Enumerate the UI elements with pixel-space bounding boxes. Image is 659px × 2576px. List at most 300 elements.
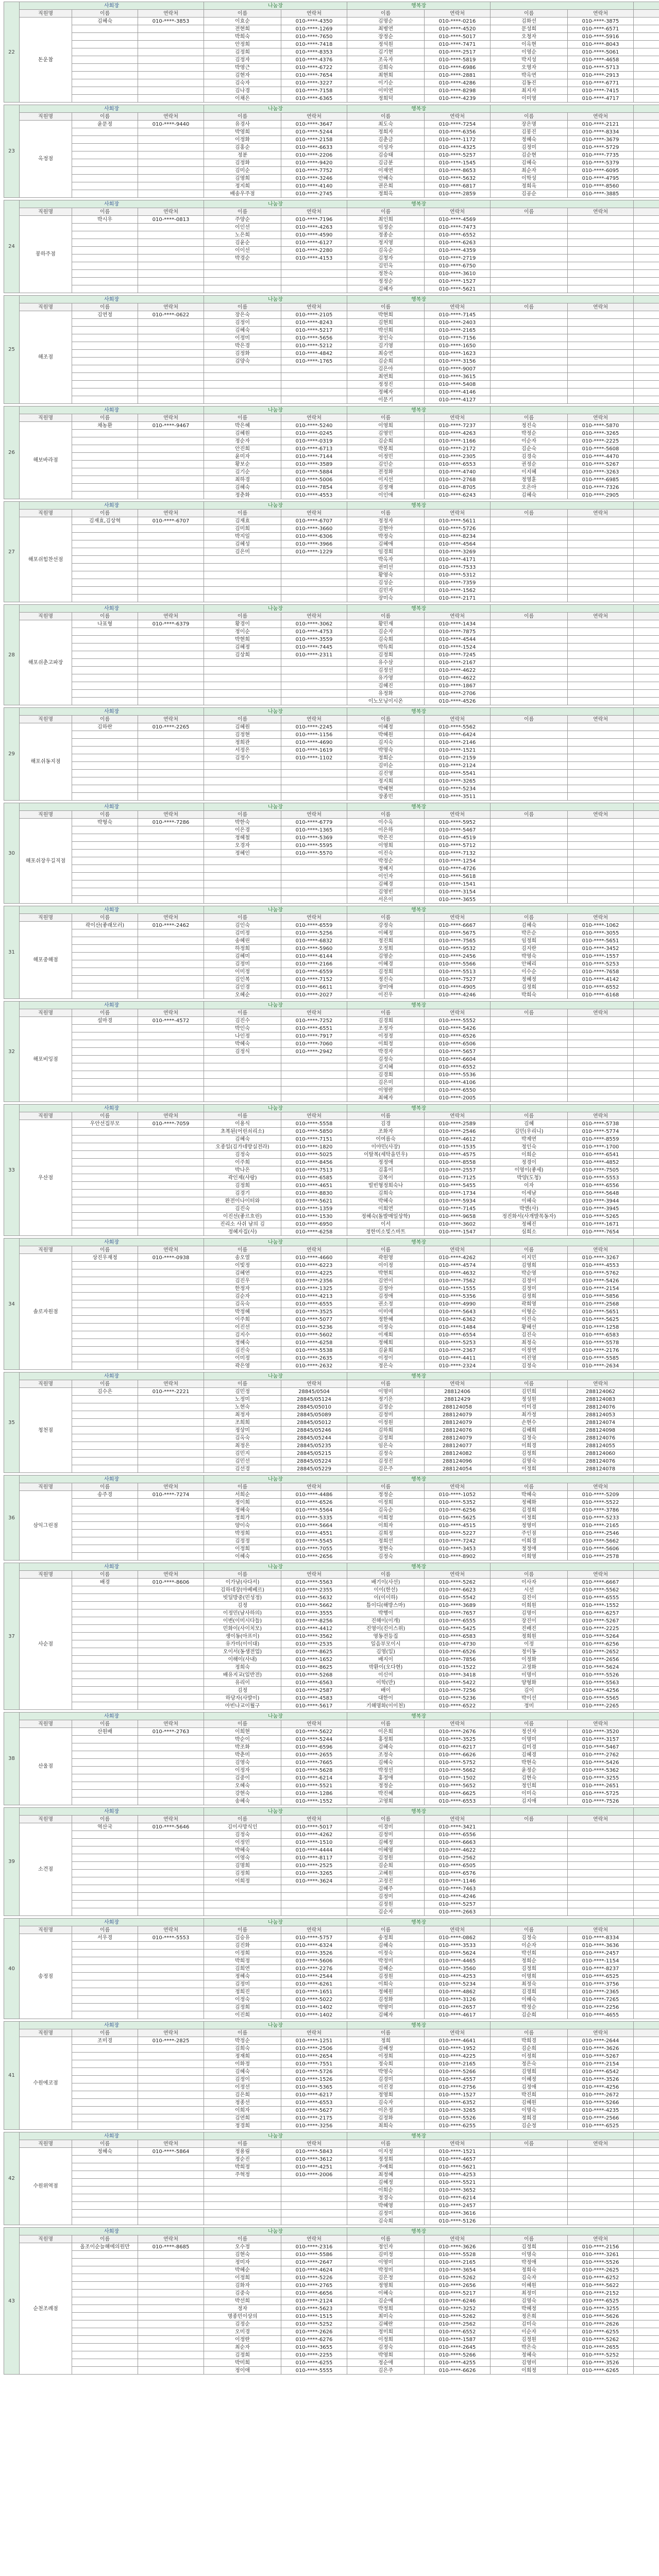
extra-member-phone: 010-****-3526: [568, 2359, 634, 2367]
staff-member-phone: [138, 1679, 204, 1687]
extra-member-phone: 010-****-5713: [568, 64, 634, 72]
col-name-header: 이름: [347, 10, 425, 18]
extra-member-phone: 010-****-6525: [568, 1973, 634, 1980]
happy-member-phone: 010-****-6552: [425, 1063, 491, 1071]
share-member-name: 김정: [204, 1602, 281, 1609]
extra-member-name: 김공순: [491, 190, 568, 198]
station-name: 해포쉬동지점: [20, 723, 72, 801]
staff-member-name: [72, 396, 138, 404]
staff-member-phone: [138, 128, 204, 136]
share-member-phone: [281, 262, 347, 270]
col-name-header: 이름: [347, 1112, 425, 1120]
staff-member-phone: [138, 167, 204, 175]
table-row: [4, 548, 659, 556]
staff-member-name: [72, 476, 138, 484]
blank-cell: [634, 224, 659, 231]
share-member-phone: 010-****-8117: [281, 1854, 347, 1862]
table-row: [4, 1228, 659, 1236]
share-member-name: [204, 659, 281, 667]
station-name: 해포쉬장우길직점: [20, 819, 72, 904]
col-phone-header: 연락처: [138, 414, 204, 422]
table-row: [4, 2076, 659, 2083]
happy-member-phone: 010-****-3252: [425, 2305, 491, 2313]
extra-member-name: [491, 2187, 568, 2194]
happy-member-phone: 010-****-1521: [425, 747, 491, 754]
extra-member-phone: 010-****-7526: [568, 1798, 634, 1805]
extra-member-phone: [568, 785, 634, 793]
table-row: [4, 785, 659, 793]
happy-member-name: 이야민(사장): [347, 1143, 425, 1151]
staff-member-name: [72, 1403, 138, 1411]
staff-member-phone: [138, 468, 204, 476]
happy-member-phone: 010-****-6256: [425, 1506, 491, 1514]
share-member-phone: 28845/05012: [281, 1419, 347, 1427]
col-phone-header: 연락처: [568, 510, 634, 517]
staff-member-phone: [138, 1885, 204, 1893]
happy-member-phone: 010-****-2367: [425, 1347, 491, 1354]
staff-member-phone: [138, 79, 204, 87]
staff-member-name: [72, 1450, 138, 1458]
share-member-phone: [281, 1071, 347, 1079]
staff-member-phone: 010-****-0813: [138, 216, 204, 224]
staff-member-name: [72, 2217, 138, 2225]
staff-member-name: [72, 1798, 138, 1805]
share-member-phone: 010-****-8456: [281, 1159, 347, 1166]
table-row: [4, 2313, 659, 2320]
blank-cell: [634, 79, 659, 87]
happy-member-phone: 010-****-2706: [425, 690, 491, 698]
happy-member-phone: 010-****-2719: [425, 255, 491, 262]
col-name-header: 이름: [72, 1009, 138, 1017]
staff-member-phone: 010-****-7274: [138, 1491, 204, 1499]
staff-member-phone: [138, 182, 204, 190]
staff-member-phone: [138, 754, 204, 762]
staff-member-phone: 010-****-9467: [138, 422, 204, 430]
table-row: [4, 1143, 659, 1151]
extra-member-phone: 010-****-2546: [568, 1530, 634, 1537]
happy-member-name: 김미순: [347, 762, 425, 770]
staff-member-name: [72, 1950, 138, 1957]
happy-member-name: 박정미: [347, 1957, 425, 1965]
share-member-name: 나인정: [204, 1032, 281, 1040]
share-member-name: [204, 777, 281, 785]
table-row: [4, 262, 659, 270]
happy-member-phone: 010-****-4359: [425, 247, 491, 255]
happy-member-phone: 010-****-9007: [425, 365, 491, 373]
station-name: 소견점: [20, 1823, 72, 1916]
staff-member-phone: [138, 2076, 204, 2083]
extra-member-name: 이영순: [491, 48, 568, 56]
extra-member-phone: [568, 1087, 634, 1094]
extra-member-name: [491, 698, 568, 705]
table-row: [4, 1213, 659, 1221]
extra-member-name: 이학성: [491, 175, 568, 182]
happy-member-name: 정혜지: [347, 865, 425, 873]
staff-member-name: [72, 960, 138, 968]
staff-member-phone: [138, 1300, 204, 1308]
category-spacer: [634, 708, 659, 716]
table-row: [4, 2107, 659, 2114]
share-member-name: 정희숙: [204, 1664, 281, 1671]
staff-member-name: [72, 79, 138, 87]
staff-member-phone: [138, 255, 204, 262]
happy-member-name: 이은정: [347, 2107, 425, 2114]
extra-member-name: [491, 556, 568, 564]
staff-member-phone: [138, 453, 204, 461]
staff-member-name: [72, 850, 138, 857]
extra-member-phone: 288124053: [568, 1411, 634, 1419]
share-member-phone: 010-****-2027: [281, 991, 347, 999]
blank-cell: [634, 175, 659, 182]
happy-member-name: 김정희: [347, 1434, 425, 1442]
share-member-name: 이용식: [204, 1120, 281, 1128]
extra-member-name: [491, 1094, 568, 1102]
staff-member-name: [72, 1586, 138, 1594]
table-row: [4, 247, 659, 255]
extra-member-name: 김정숙: [491, 1362, 568, 1370]
col-name-header: 이름: [347, 1816, 425, 1823]
station-block: [4, 501, 659, 602]
blank-cell: [634, 2274, 659, 2282]
happy-member-phone: 28812406: [425, 1388, 491, 1396]
table-row: [4, 659, 659, 667]
happy-member-name: 서은이: [347, 896, 425, 904]
staff-member-phone: [138, 1277, 204, 1285]
table-row: [4, 1331, 659, 1339]
happy-member-phone: 010-****-5566: [425, 960, 491, 968]
category-extra: [491, 906, 634, 914]
col-phone-header: 연락처: [425, 208, 491, 216]
staff-member-phone: 010-****-5553: [138, 1934, 204, 1942]
category-share: 나눔장: [204, 1919, 347, 1926]
extra-member-name: 정희옥: [491, 182, 568, 190]
block-number: 43: [4, 2228, 20, 2375]
col-blank-header: [634, 1816, 659, 1823]
share-member-name: 박조화: [204, 1743, 281, 1751]
blank-cell: [634, 1197, 659, 1205]
share-member-phone: 010-****-2158: [281, 136, 347, 144]
staff-member-name: [72, 1877, 138, 1885]
col-role-header: 직원명: [20, 10, 72, 18]
category-spacer: [634, 200, 659, 208]
extra-member-phone: 010-****-5426: [568, 1759, 634, 1767]
share-member-name: 서희순: [204, 1491, 281, 1499]
extra-member-phone: 010-****-4142: [568, 976, 634, 984]
extra-member-phone: [568, 1877, 634, 1885]
happy-member-phone: 010-****-6352: [425, 2099, 491, 2107]
share-member-name: 이효순: [204, 18, 281, 25]
table-row: [4, 1728, 659, 1736]
extra-member-name: 황혜선: [491, 1324, 568, 1331]
extra-member-phone: [568, 731, 634, 739]
table-row: [4, 2266, 659, 2274]
share-member-name: 박영근: [204, 64, 281, 72]
staff-member-name: [72, 793, 138, 801]
extra-member-phone: [568, 857, 634, 865]
staff-member-name: [72, 1347, 138, 1354]
category-happy: 행복장: [347, 1476, 491, 1483]
happy-member-name: 김정숙: [347, 1450, 425, 1458]
happy-member-name: 이영란: [347, 1087, 425, 1094]
col-name-header: 이름: [204, 2235, 281, 2243]
table-row: [4, 334, 659, 342]
staff-member-name: [72, 2282, 138, 2290]
happy-member-name: 조옥자: [347, 56, 425, 64]
blank-cell: [634, 2156, 659, 2163]
extra-member-phone: 010-****-5648: [568, 1190, 634, 1197]
happy-member-phone: 010-****-3560: [425, 1965, 491, 1973]
happy-member-phone: 010-****-2546: [425, 1128, 491, 1136]
extra-member-phone: 010-****-5565: [568, 1694, 634, 1702]
share-member-phone: [281, 1885, 347, 1893]
share-member-phone: [281, 682, 347, 690]
col-phone-header: 연락처: [568, 1720, 634, 1728]
category-staff: 사회장: [20, 1563, 204, 1571]
share-member-name: 박춘미: [204, 1751, 281, 1759]
happy-member-name: 김은아: [347, 365, 425, 373]
extra-member-phone: [568, 674, 634, 682]
category-staff: 사회장: [20, 1372, 204, 1380]
staff-member-name: [72, 785, 138, 793]
staff-member-name: [72, 2251, 138, 2259]
staff-member-phone: [138, 1128, 204, 1136]
happy-member-name: 이재연: [347, 167, 425, 175]
happy-member-name: 이혜숙: [347, 2290, 425, 2297]
extra-member-name: 고정화: [491, 1664, 568, 1671]
category-happy: 행복장: [347, 2132, 491, 2140]
staff-member-name: [72, 327, 138, 334]
table-row: [4, 239, 659, 247]
blank-cell: [634, 945, 659, 953]
share-member-phone: 010-****-7752: [281, 167, 347, 175]
staff-member-phone: [138, 1854, 204, 1862]
block-number: 24: [4, 200, 20, 293]
share-member-phone: [281, 873, 347, 880]
col-name-header: 이름: [491, 1112, 568, 1120]
col-role-header: 직원명: [20, 1483, 72, 1491]
block-number: 31: [4, 906, 20, 999]
blank-cell: [634, 468, 659, 476]
staff-member-name: 박형숙: [72, 819, 138, 826]
col-name-header: 이름: [491, 1246, 568, 1254]
happy-member-name: 조정숙: [347, 1751, 425, 1759]
happy-member-name: 송정희: [347, 1934, 425, 1942]
table-row: [4, 87, 659, 95]
staff-member-name: [72, 437, 138, 445]
station-block: [4, 1104, 659, 1236]
category-happy: 행복장: [347, 2228, 491, 2235]
staff-member-name: [72, 1151, 138, 1159]
staff-member-name: [72, 2328, 138, 2336]
blank-cell: [634, 636, 659, 643]
extra-member-phone: 010-****-7326: [568, 484, 634, 492]
extra-member-phone: 010-****-5608: [568, 445, 634, 453]
happy-member-name: 정희옥: [347, 190, 425, 198]
blank-cell: [634, 1893, 659, 1901]
share-member-phone: 010-****-3246: [281, 175, 347, 182]
share-member-name: 정상미: [204, 1427, 281, 1434]
table-row: [4, 2290, 659, 2297]
extra-member-name: [491, 2202, 568, 2210]
extra-member-phone: [568, 888, 634, 896]
category-staff: 사회장: [20, 406, 204, 414]
happy-member-name: 김영빈: [347, 888, 425, 896]
extra-member-name: 김경숙: [491, 453, 568, 461]
table-row: [4, 1032, 659, 1040]
happy-member-phone: 010-****-4617: [425, 2011, 491, 2019]
extra-member-phone: 010-****-5762: [568, 1269, 634, 1277]
table-row: [4, 1798, 659, 1805]
happy-member-name: 김정화: [347, 2114, 425, 2122]
share-member-name: [204, 682, 281, 690]
staff-member-phone: [138, 698, 204, 705]
station-name: 해포비잉점: [20, 1017, 72, 1102]
table-row: [4, 33, 659, 41]
happy-member-phone: 010-****-1587: [425, 2336, 491, 2344]
happy-member-name: 이희정: [347, 1040, 425, 1048]
happy-member-name: 정찬숙: [347, 270, 425, 278]
extra-member-phone: 010-****-3157: [568, 1736, 634, 1743]
share-member-name: 이정숙: [204, 1996, 281, 2004]
table-row: [4, 1862, 659, 1870]
share-member-name: 김혜연: [204, 1269, 281, 1277]
extra-member-phone: 010-****-2256: [568, 2004, 634, 2011]
extra-member-phone: 010-****-3526: [568, 2076, 634, 2083]
block-number: 41: [4, 2022, 20, 2130]
extra-member-phone: 010-****-5253: [568, 960, 634, 968]
blank-cell: [634, 2148, 659, 2156]
table-row: [4, 1354, 659, 1362]
table-row: [4, 1901, 659, 1908]
extra-member-name: [491, 1071, 568, 1079]
extra-member-name: [491, 1048, 568, 1056]
happy-member-name: 최승연: [347, 350, 425, 358]
staff-member-phone: [138, 1870, 204, 1877]
share-member-name: 정혜숙: [204, 1506, 281, 1514]
staff-member-name: [72, 1530, 138, 1537]
happy-member-phone: 010-****-6663: [425, 1839, 491, 1846]
table-row: [4, 350, 659, 358]
col-phone-header: 연락처: [568, 10, 634, 18]
extra-member-phone: 010-****-3452: [568, 945, 634, 953]
staff-member-name: [72, 1056, 138, 1063]
blank-cell: [634, 144, 659, 151]
staff-member-name: [72, 1228, 138, 1236]
staff-member-phone: [138, 1354, 204, 1362]
share-member-name: 오수정: [204, 2243, 281, 2251]
happy-member-phone: 010-****-1172: [425, 136, 491, 144]
extra-member-phone: 010-****-2655: [568, 2344, 634, 2351]
table-row: [4, 1694, 659, 1702]
happy-member-phone: 010-****-4862: [425, 1988, 491, 1996]
happy-member-phone: 010-****-6817: [425, 182, 491, 190]
extra-member-name: 정희경: [491, 2114, 568, 2122]
happy-member-name: 정영희: [347, 2282, 425, 2290]
extra-member-name: 장은명: [491, 121, 568, 128]
share-member-phone: 010-****-7654: [281, 72, 347, 79]
staff-member-name: [72, 1640, 138, 1648]
happy-member-phone: 010-****-5536: [425, 1071, 491, 1079]
happy-member-name: 김금분: [347, 159, 425, 167]
col-phone-header: 연락처: [138, 1483, 204, 1491]
blank-cell: [634, 2305, 659, 2313]
blank-cell: [634, 1965, 659, 1973]
extra-member-name: 김미경: [491, 1743, 568, 1751]
share-member-phone: [281, 857, 347, 865]
staff-member-phone: [138, 1079, 204, 1087]
col-phone-header: 연락처: [281, 1112, 347, 1120]
staff-member-name: 정혜숙: [72, 2148, 138, 2156]
happy-member-phone: 010-****-4253: [425, 1973, 491, 1980]
staff-member-name: [72, 873, 138, 880]
blank-cell: [634, 1988, 659, 1996]
col-name-header: 이름: [347, 510, 425, 517]
staff-member-phone: 010-****-8685: [138, 2243, 204, 2251]
share-member-phone: 010-****-6559: [281, 922, 347, 929]
table-row: [4, 2156, 659, 2163]
table-row: [4, 517, 659, 525]
col-name-header: 이름: [491, 208, 568, 216]
staff-member-phone: [138, 151, 204, 159]
staff-member-phone: [138, 2336, 204, 2344]
staff-member-name: [72, 41, 138, 48]
blank-cell: [634, 777, 659, 785]
table-row: [4, 159, 659, 167]
col-name-header: 이름: [204, 1112, 281, 1120]
extra-member-phone: [568, 278, 634, 285]
share-member-phone: 010-****-2647: [281, 2259, 347, 2266]
happy-member-name: 이인애: [347, 492, 425, 499]
col-role-header: 직원명: [20, 414, 72, 422]
share-member-phone: 010-****-6551: [281, 1025, 347, 1032]
blank-cell: [634, 1411, 659, 1419]
staff-member-phone: [138, 2187, 204, 2194]
col-phone-header: 연락처: [425, 811, 491, 819]
happy-member-phone: 010-****-5621: [425, 285, 491, 293]
share-member-name: 박희숙: [204, 33, 281, 41]
happy-member-name: 김민자: [347, 587, 425, 595]
table-row: [4, 1017, 659, 1025]
share-member-name: 이화정: [204, 2060, 281, 2068]
share-member-phone: 28845/05224: [281, 1458, 347, 1465]
table-row: [4, 1774, 659, 1782]
share-member-name: [204, 388, 281, 396]
share-member-name: [204, 698, 281, 705]
extra-member-phone: [568, 2187, 634, 2194]
col-phone-header: 연락처: [425, 716, 491, 723]
share-member-name: 곽인제(사랑): [204, 1174, 281, 1182]
happy-member-phone: 010-****-8902: [425, 1553, 491, 1561]
staff-member-name: 우안선집부모: [72, 1120, 138, 1128]
happy-member-phone: 010-****-5952: [425, 819, 491, 826]
happy-member-phone: 010-****-5625: [425, 1514, 491, 1522]
col-role-header: 직원명: [20, 613, 72, 620]
staff-member-phone: [138, 1228, 204, 1236]
happy-member-phone: 010-****-4515: [425, 1522, 491, 1530]
col-phone-header: 연락처: [568, 811, 634, 819]
staff-member-phone: 010-****-2763: [138, 1728, 204, 1736]
extra-member-phone: 010-****-3255: [568, 1774, 634, 1782]
table-row: [4, 1339, 659, 1347]
table-row: [4, 1262, 659, 1269]
share-member-name: 김정정: [204, 1537, 281, 1545]
extra-member-phone: [568, 216, 634, 224]
extra-member-phone: 010-****-6265: [568, 2367, 634, 2375]
staff-member-name: [72, 1957, 138, 1965]
blank-cell: [634, 1491, 659, 1499]
staff-member-phone: [138, 1901, 204, 1908]
share-member-phone: 010-****-2535: [281, 1640, 347, 1648]
